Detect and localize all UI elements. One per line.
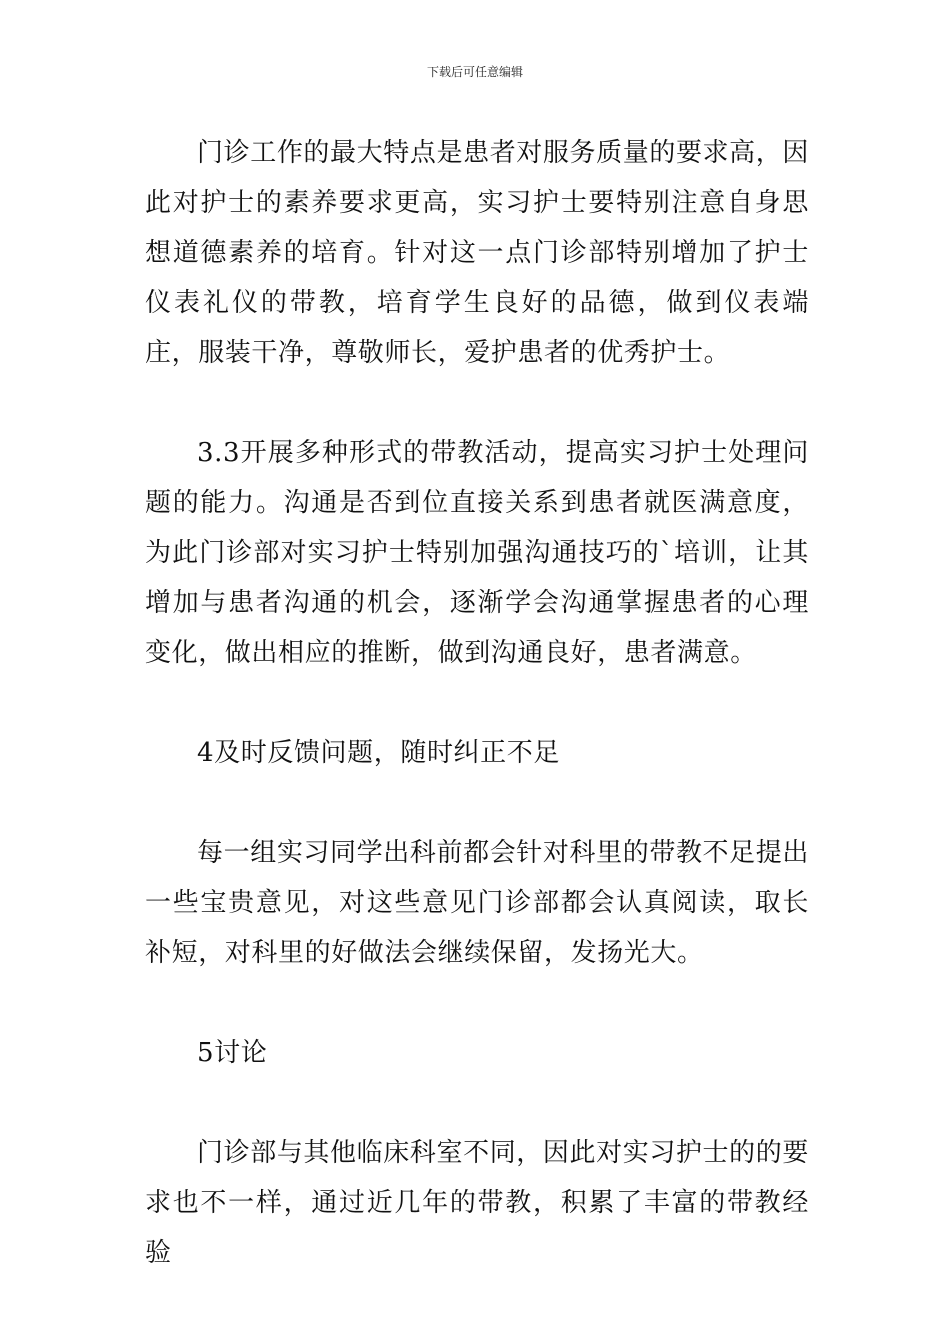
- paragraph-feedback: 每一组实习同学出科前都会针对科里的带教不足提出一些宝贵意见，对这些意见门诊部都会认真阅读，取长补短，对科里的好做法会继续保留，发扬光大。: [145, 838, 809, 968]
- paragraph-discussion: 门诊部与其他临床科室不同，因此对实习护士的的要求也不一样，通过近几年的带教，积累了丰富的带教经验: [145, 1138, 809, 1268]
- paragraph-section-3-3: 3.3开展多种形式的带教活动，提高实习护士处理问题的能力。沟通是否到位直接关系到患者就医满意度，为此门诊部对实习护士特别加强沟通技巧的`培训，让其增加与患者沟通的机会，逐渐学会沟通掌握患者的心理变化，做出相应的推断，做到沟通良好，患者满意。: [145, 438, 809, 668]
- paragraph-outpatient-requirements: 门诊工作的最大特点是患者对服务质量的要求高，因此对护士的素养要求更高，实习护士要特别注意自身思想道德素养的培育。针对这一点门诊部特别增加了护士仪表礼仪的带教，培育学生良好的品德，做到仪表端庄，服装干净，尊敬师长，爱护患者的优秀护士。: [145, 138, 809, 368]
- section-heading-5: 5讨论: [197, 1038, 268, 1068]
- paragraph-gap: [145, 1078, 809, 1128]
- page-header-note: 下载后可任意编辑: [426, 65, 523, 79]
- document-body: [145, 128, 809, 1278]
- paragraph-gap: [145, 978, 809, 1028]
- paragraph-gap: [145, 778, 809, 828]
- section-heading-4: 4及时反馈问题，随时纠正不足: [197, 738, 560, 768]
- paragraph-gap: [145, 378, 809, 428]
- paragraph-gap: [145, 678, 809, 728]
